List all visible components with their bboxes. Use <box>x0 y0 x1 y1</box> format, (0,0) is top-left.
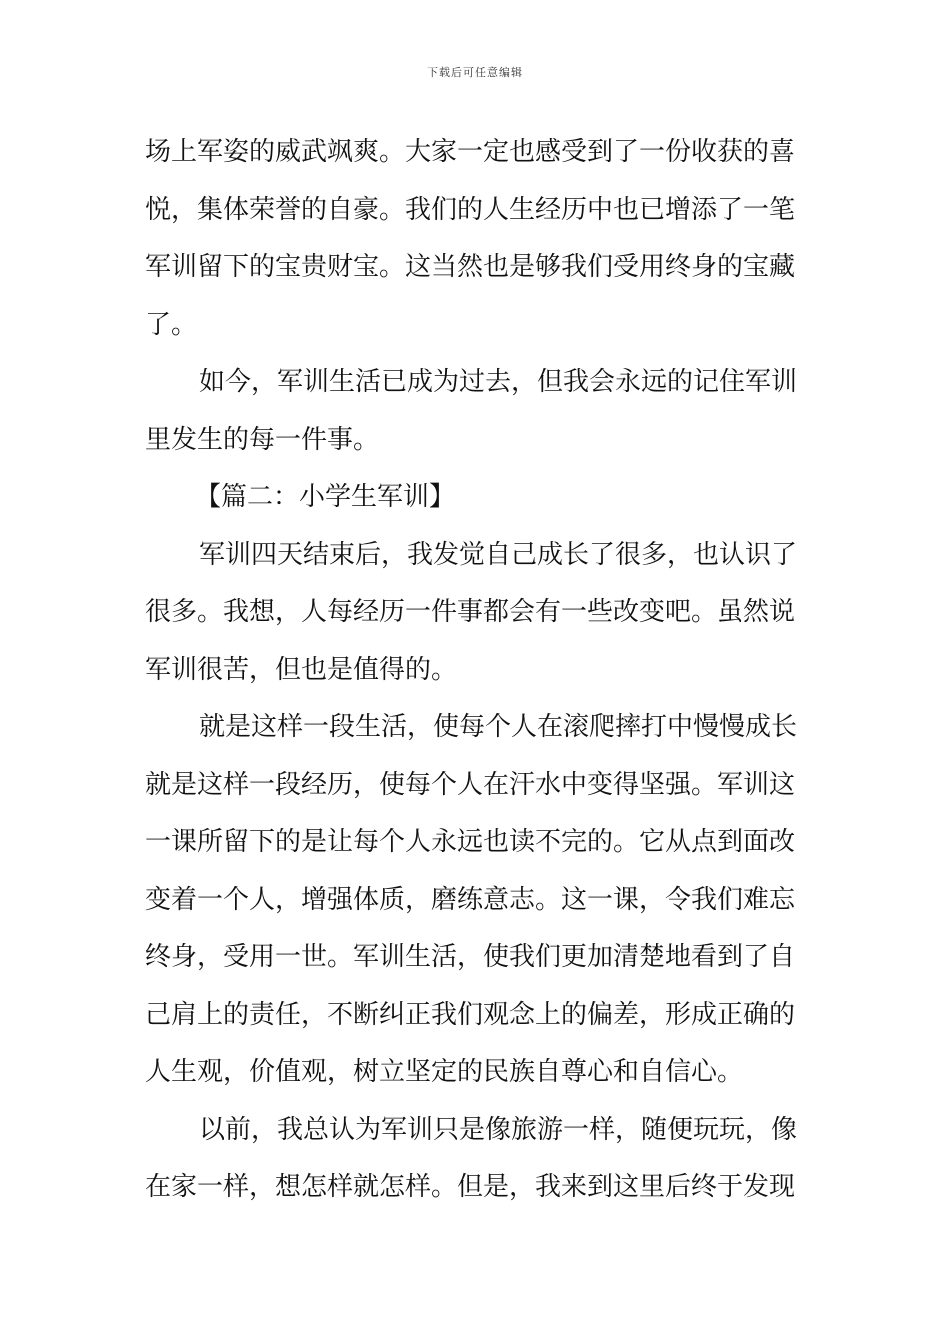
text-line: 了。 <box>145 309 198 340</box>
text-line: 很多。我想，人每经历一件事都会有一些改变吧。虽然说 <box>145 597 796 627</box>
text-line: 悦，集体荣誉的自豪。我们的人生经历中也已增添了一笔 <box>145 194 796 225</box>
text-line: 里发生的每一件事。 <box>145 424 380 455</box>
text-line: 人生观，价值观，树立坚定的民族自尊心和自信心。 <box>145 1057 744 1087</box>
section-heading: 【篇二：小学生军训】 <box>195 482 456 512</box>
body-text <box>145 128 807 1221</box>
paragraph-start-line: 如今，军训生活已成为过去，但我会永远的记住军训 <box>199 367 798 397</box>
text-line: 军训留下的宝贵财宝。这当然也是够我们受用终身的宝藏 <box>145 252 796 282</box>
paragraph-start-line: 军训四天结束后，我发觉自己成长了很多，也认识了 <box>199 539 798 570</box>
text-line: 军训很苦，但也是值得的。 <box>145 654 458 685</box>
text-line: 一课所留下的是让每个人永远也读不完的。它从点到面改 <box>145 827 796 857</box>
text-line: 己肩上的责任，不断纠正我们观念上的偏差，形成正确的 <box>145 999 796 1030</box>
paragraph-start-line: 就是这样一段生活，使每个人在滚爬摔打中慢慢成长 <box>199 712 798 742</box>
text-line: 终身，受用一世。军训生活，使我们更加清楚地看到了自 <box>145 942 796 972</box>
header-note: 下载后可任意编辑 <box>427 66 523 79</box>
text-line: 在家一样，想怎样就怎样。但是，我来到这里后终于发现 <box>145 1172 796 1202</box>
text-line: 场上军姿的威武飒爽。大家一定也感受到了一份收获的喜 <box>145 137 796 167</box>
text-line: 变着一个人，增强体质，磨练意志。这一课，令我们难忘 <box>145 884 796 915</box>
paragraph-start-line: 以前，我总认为军训只是像旅游一样，随便玩玩，像 <box>199 1114 798 1145</box>
text-line: 就是这样一段经历，使每个人在汗水中变得坚强。军训这 <box>145 769 796 800</box>
